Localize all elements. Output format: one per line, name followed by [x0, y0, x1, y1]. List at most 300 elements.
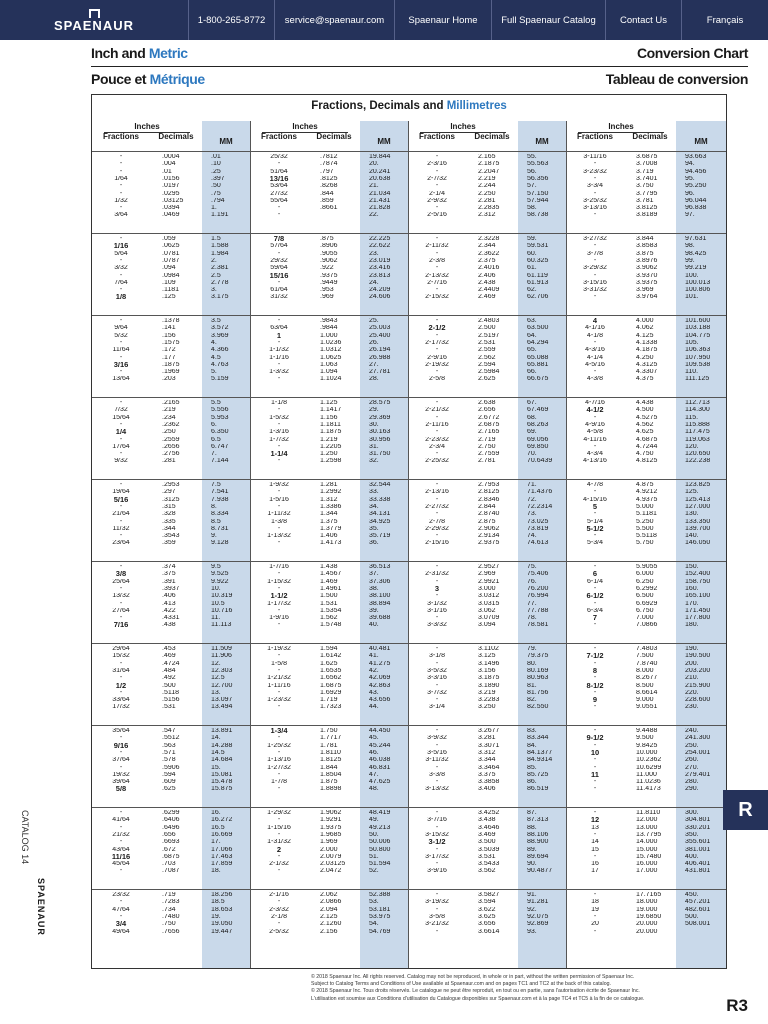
row-block — [250, 725, 308, 793]
table-cell: 1.281 — [320, 482, 338, 488]
table-cell: 2.6875 — [478, 421, 500, 428]
row-block — [566, 479, 624, 547]
table-cell: 3/32 — [114, 265, 128, 272]
table-cell: 61.119 — [527, 272, 548, 279]
table-cell: 16. — [211, 810, 221, 816]
table-cell: 3.375 — [478, 771, 496, 778]
table-cell: 85.725 — [527, 771, 549, 778]
table-cell: 37.306 — [369, 578, 391, 585]
table-cell: 12.303 — [211, 667, 233, 674]
row-block — [624, 725, 676, 793]
table-cell: 55.563 — [527, 161, 549, 168]
table-cell: - — [435, 578, 439, 585]
table-cell: 23. — [369, 250, 379, 257]
table-cell: 11.509 — [211, 646, 232, 652]
copyright-footer — [311, 974, 703, 1003]
table-cell: 19. — [211, 913, 221, 920]
table-cell: 3.000 — [478, 585, 496, 592]
table-cell: 1.9291 — [320, 817, 342, 824]
table-cell: 90.4877 — [527, 868, 553, 875]
table-cell: 190.500 — [685, 653, 711, 660]
table-cell: 7.938 — [211, 496, 229, 503]
nav-email-link[interactable]: service@spaenaur.com — [274, 0, 394, 40]
table-cell: 8.334 — [211, 511, 229, 518]
table-cell: .9375 — [320, 272, 338, 279]
table-cell: 53.975 — [369, 913, 391, 920]
table-cell: .397 — [211, 175, 225, 182]
table-cell: 3.8189 — [636, 212, 658, 219]
table-cell: .7656 — [162, 928, 180, 935]
row-block — [150, 315, 202, 383]
table-cell: 15.478 — [211, 779, 233, 786]
table-cell: - — [593, 913, 597, 920]
table-cell: 2.500 — [478, 325, 496, 332]
table-cell: - — [119, 421, 123, 428]
table-cell: 13. — [211, 689, 221, 696]
table-cell: 10 — [590, 749, 600, 757]
table-cell: .8661 — [320, 205, 338, 212]
table-cell: 4-3/4 — [587, 451, 603, 458]
table-cell: 2-5/16 — [427, 212, 447, 219]
nav-french-link[interactable]: Français — [681, 0, 768, 40]
table-cell: 49/64 — [112, 928, 130, 935]
table-cell: - — [435, 846, 439, 853]
table-cell: .8906 — [320, 243, 338, 250]
table-cell: 1.3779 — [320, 525, 342, 532]
table-cell: .172 — [162, 347, 176, 354]
table-cell: 1.9062 — [320, 810, 342, 816]
table-cell: 18.000 — [636, 899, 658, 906]
fractions-column — [566, 151, 624, 969]
table-cell: 35. — [369, 525, 379, 532]
table-cell: 63/64 — [270, 325, 288, 332]
table-cell: 3-23/32 — [583, 168, 607, 175]
table-cell: 101.600 — [685, 318, 711, 324]
table-cell: - — [593, 779, 597, 786]
table-cell: 46.831 — [369, 764, 391, 771]
table-cell: 2.7953 — [478, 482, 500, 488]
table-cell: 44. — [369, 704, 379, 711]
table-title-millimetres: Millimetres — [446, 100, 507, 112]
table-cell: 4.6875 — [636, 436, 658, 443]
table-cell: 13.097 — [211, 697, 233, 704]
table-cell: 1.1875 — [320, 429, 342, 436]
table-cell: 31/64 — [112, 667, 130, 674]
table-cell: - — [435, 779, 439, 786]
row-block — [250, 889, 308, 957]
table-cell: 40.481 — [369, 646, 391, 652]
table-cell: - — [277, 161, 281, 168]
table-cell: 13/32 — [112, 593, 130, 600]
table-cell: 2.8740 — [478, 511, 500, 518]
table-cell: 9.500 — [636, 735, 654, 742]
table-cell: 11/64 — [112, 347, 130, 354]
table-cell: .969 — [320, 294, 334, 301]
table-cell: 2-1/8 — [271, 913, 287, 920]
table-cell: 89.694 — [527, 853, 549, 860]
table-cell: 50.006 — [369, 839, 391, 846]
table-cell: 78.581 — [527, 622, 549, 629]
mm-header: MM — [518, 121, 566, 151]
row-block — [360, 561, 408, 629]
table-cell: 52. — [369, 868, 379, 875]
table-cell: 22.225 — [369, 236, 391, 242]
table-cell: 2.4409 — [478, 287, 500, 294]
row-block — [676, 479, 726, 547]
table-cell: 3.8976 — [636, 257, 658, 264]
table-cell: 7. — [211, 451, 217, 458]
table-cell: .01 — [211, 154, 221, 160]
table-cell: 2.778 — [211, 279, 229, 286]
table-cell: 5/64 — [114, 250, 128, 257]
table-cell: 35.719 — [369, 533, 391, 540]
table-cell: 47. — [369, 771, 379, 778]
table-cell: - — [435, 564, 439, 570]
table-cell: 88. — [527, 824, 537, 831]
table-cell: 3-9/32 — [427, 735, 447, 742]
table-cell: - — [277, 503, 281, 510]
table-cell: - — [277, 212, 281, 219]
table-cell: - — [435, 824, 439, 831]
table-cell: 2.219 — [478, 175, 496, 182]
table-cell: - — [435, 646, 439, 652]
table-cell: .953 — [320, 287, 334, 294]
table-cell: 1-3/4 — [270, 728, 288, 735]
table-cell: 2.381 — [211, 265, 229, 272]
table-cell: 69.056 — [527, 436, 549, 443]
table-cell: 8 — [592, 667, 598, 675]
table-cell: 280. — [685, 779, 699, 786]
table-cell: 1.156 — [320, 414, 338, 421]
table-cell: 7.500 — [636, 653, 654, 660]
table-cell: - — [435, 861, 439, 868]
table-cell: 2.2047 — [478, 168, 500, 175]
table-cell: - — [593, 443, 597, 450]
row-block — [202, 315, 250, 383]
table-cell: - — [593, 786, 597, 793]
table-cell: 5/32 — [114, 332, 128, 339]
table-cell: 3.3071 — [478, 742, 500, 749]
table-cell: 4-1/8 — [587, 332, 603, 339]
table-cell: - — [435, 533, 439, 540]
table-cell: 1.781 — [320, 742, 338, 749]
table-cell: 2.6772 — [478, 414, 500, 421]
table-cell: 27/32 — [270, 190, 288, 197]
spaenaur-logo[interactable] — [0, 0, 188, 40]
title-pouce-et: Pouce et — [91, 71, 147, 87]
table-cell: 3-7/16 — [427, 817, 447, 824]
row-block — [92, 643, 150, 711]
table-cell: 11.8110 — [636, 810, 661, 816]
table-cell: - — [277, 540, 281, 547]
table-cell: 4-3/16 — [585, 347, 605, 354]
row-block — [676, 397, 726, 465]
table-cell: 69.850 — [527, 443, 549, 450]
table-cell: - — [277, 585, 281, 592]
table-cell: 5.9055 — [636, 564, 658, 570]
table-cell: 6. — [211, 421, 217, 428]
table-cell: 300. — [685, 810, 699, 816]
table-title — [92, 100, 726, 112]
row-block — [408, 561, 466, 629]
table-cell: - — [277, 250, 281, 257]
row-block — [624, 479, 676, 547]
table-cell: 20. — [369, 161, 379, 168]
table-cell: - — [277, 489, 281, 496]
row-block — [150, 561, 202, 629]
row-block — [92, 807, 150, 875]
title-divider — [91, 66, 748, 67]
table-cell: 1.4567 — [320, 571, 342, 578]
table-cell: 86. — [527, 779, 537, 786]
table-cell: 3-3/32 — [427, 622, 447, 629]
row-block — [150, 233, 202, 301]
table-cell: 92.869 — [527, 921, 549, 928]
table-cell: 43.656 — [369, 697, 391, 704]
table-cell: 104.775 — [685, 332, 711, 339]
table-cell: 67.469 — [527, 407, 549, 414]
table-cell: - — [435, 728, 439, 734]
row-block — [466, 561, 518, 629]
row-block — [676, 889, 726, 957]
table-cell: 82. — [527, 697, 537, 704]
table-cell: .594 — [162, 771, 176, 778]
table-cell: 24. — [369, 279, 379, 286]
table-cell: 100.806 — [685, 287, 711, 294]
row-block — [92, 233, 150, 301]
table-cell: 17.066 — [211, 846, 233, 853]
copyright-line: © 2018 Spaenaur Inc. All rights reserved. Catalog may not be reproduced, in whole or in part, without the written permission of Spaenaur Inc. — [311, 974, 635, 980]
table-cell: 2.4803 — [478, 318, 500, 324]
table-cell: 482.601 — [685, 906, 711, 913]
table-cell: 4.625 — [636, 429, 654, 436]
table-cell: 381.001 — [685, 846, 711, 853]
table-cell: 1.625 — [320, 660, 338, 667]
row-block — [408, 315, 466, 383]
table-cell: 36. — [369, 540, 379, 547]
table-cell: 87. — [527, 810, 537, 816]
table-cell: 3-27/32 — [583, 236, 607, 242]
table-cell: 98. — [685, 243, 695, 250]
table-cell: 64.294 — [527, 339, 549, 346]
table-cell: 41/64 — [112, 817, 130, 824]
row-block — [566, 561, 624, 629]
copyright-line: © 2018 Spaenaur Inc. Tous droits réservés. Le catalogue ne peut être reproduit, en tout ou en partie, sans l'autorisation écrite de Spaenaur Inc. — [311, 988, 640, 995]
table-cell: 8.500 — [636, 682, 654, 689]
row-block — [202, 397, 250, 465]
table-cell: 2-9/16 — [427, 354, 447, 361]
row-block — [676, 233, 726, 301]
table-cell: 21. — [369, 183, 379, 190]
table-cell: 1.2598 — [320, 458, 342, 465]
table-cell: 15.7480 — [636, 853, 662, 860]
table-cell: 21.034 — [369, 190, 391, 197]
table-cell: .0787 — [162, 257, 180, 264]
table-cell: 2.2835 — [478, 205, 500, 212]
table-cell: 45. — [369, 735, 379, 742]
table-cell: 1-23/32 — [267, 697, 291, 704]
nav-catalog-link[interactable]: Full Spaenaur Catalog — [491, 0, 605, 40]
table-cell: 2.094 — [320, 906, 338, 913]
fractions-column — [250, 151, 308, 969]
table-cell: 2-5/32 — [269, 928, 289, 935]
table-cell: 99. — [685, 257, 695, 264]
table-cell: 1.2205 — [320, 443, 342, 450]
logo-text: SPAENAUR — [54, 17, 134, 33]
table-cell: 2-3/8 — [429, 257, 445, 264]
decimals-header: Decimals — [316, 132, 352, 141]
table-cell: 4.250 — [636, 354, 654, 361]
row-block — [518, 561, 566, 629]
table-cell: - — [435, 154, 439, 160]
row-block — [150, 889, 202, 957]
table-cell: 56.356 — [527, 175, 549, 182]
table-cell: 3.2677 — [478, 728, 500, 734]
table-cell: 6.000 — [636, 571, 654, 578]
table-cell: 8.6614 — [636, 689, 658, 696]
table-cell: 3.5039 — [478, 846, 500, 853]
table-cell: - — [119, 190, 123, 197]
table-cell: 150. — [685, 564, 699, 570]
table-cell: 270. — [685, 764, 699, 771]
table-cell: 3.5 — [211, 318, 221, 324]
table-cell: 29/64 — [112, 646, 130, 652]
table-cell: 110. — [685, 369, 699, 376]
table-cell: 73.025 — [527, 518, 549, 525]
table-cell: .75 — [211, 190, 221, 197]
table-cell: 57/64 — [270, 243, 288, 250]
row-block — [308, 479, 360, 547]
table-cell: .0781 — [162, 250, 180, 257]
table-cell: 230. — [685, 704, 699, 711]
table-cell: 2-7/16 — [427, 279, 447, 286]
table-cell: 1.588 — [211, 243, 229, 250]
table-cell: - — [435, 682, 439, 689]
table-cell: 2-5/8 — [429, 376, 445, 383]
table-cell: 50.800 — [369, 846, 391, 853]
table-cell: .2165 — [162, 400, 180, 406]
table-cell: 6.350 — [211, 429, 229, 436]
table-cell: 9/64 — [114, 325, 128, 332]
table-cell: 13.891 — [211, 728, 233, 734]
table-cell: 7/32 — [114, 407, 128, 414]
row-block — [466, 397, 518, 465]
table-cell: 3.9764 — [636, 294, 658, 301]
table-cell: .8125 — [320, 175, 338, 182]
table-cell: 2.7165 — [478, 429, 500, 436]
table-cell: 2.125 — [320, 913, 338, 920]
table-cell: 4-13/16 — [583, 458, 607, 465]
table-cell: 3.572 — [211, 325, 229, 332]
table-cell: - — [119, 436, 123, 443]
fractions-header: Fractions — [102, 132, 139, 141]
table-cell: 1.7717 — [320, 735, 342, 742]
row-block — [466, 807, 518, 875]
table-cell: 9.0551 — [636, 704, 658, 711]
table-cell: 80. — [527, 660, 537, 667]
table-cell: 1.8898 — [320, 786, 342, 793]
table-cell: .453 — [162, 646, 176, 652]
table-cell: .125 — [162, 294, 176, 301]
row-block — [360, 643, 408, 711]
table-cell: .177 — [162, 354, 176, 361]
table-cell: .6693 — [162, 839, 180, 846]
table-cell: 24.209 — [369, 287, 391, 294]
table-cell: - — [593, 533, 597, 540]
row-block — [150, 807, 202, 875]
table-cell: 3-5/16 — [427, 749, 447, 756]
table-cell: 10.716 — [211, 607, 233, 614]
table-cell: 1/4 — [115, 429, 127, 436]
section-tab-r[interactable]: R — [723, 790, 768, 830]
table-cell: 2.5197 — [478, 332, 500, 339]
table-cell: 4-5/8 — [587, 429, 603, 436]
table-cell: 9.000 — [636, 697, 654, 704]
table-cell: 1.1024 — [320, 376, 342, 383]
table-cell: 20.000 — [636, 921, 658, 928]
table-cell: 1.6562 — [320, 675, 342, 682]
table-cell: 123.825 — [685, 482, 711, 488]
table-cell: 15/32 — [112, 653, 130, 660]
table-cell: 88.900 — [527, 839, 549, 846]
table-cell: .335 — [162, 518, 176, 525]
row-block — [360, 889, 408, 957]
nav-contact-link[interactable]: Contact Us — [605, 0, 681, 40]
row-block — [566, 725, 624, 793]
table-cell: 6-3/4 — [587, 607, 603, 614]
column-group-header — [566, 121, 726, 151]
row-block — [624, 151, 676, 219]
table-cell: 19.844 — [369, 154, 391, 160]
table-cell: 3 — [434, 585, 440, 593]
table-cell: 3-3/8 — [429, 771, 445, 778]
table-cell: 3.5433 — [478, 861, 500, 868]
table-cell: 16.000 — [636, 861, 658, 868]
table-cell: 6.2992 — [636, 585, 658, 592]
table-cell: 5.000 — [636, 503, 654, 510]
nav-phone-link[interactable]: 1-800-265-8772 — [188, 0, 274, 40]
table-cell: .7480 — [162, 913, 180, 920]
table-cell: 31/32 — [270, 294, 288, 301]
table-cell: 31. — [369, 443, 379, 450]
table-cell: - — [593, 257, 597, 264]
column-group-header — [408, 121, 566, 151]
table-cell: 8.5 — [211, 518, 221, 525]
table-cell: - — [119, 369, 123, 376]
table-cell: 61.913 — [527, 279, 549, 286]
table-cell: 3. — [211, 287, 217, 294]
table-cell: 40. — [369, 622, 379, 629]
table-cell: 87.313 — [527, 817, 549, 824]
table-cell: 19 — [591, 906, 599, 913]
table-cell: 1.8110 — [320, 749, 341, 756]
table-cell: 1/64 — [114, 175, 128, 182]
table-cell: 1.719 — [320, 697, 338, 704]
table-cell: - — [277, 921, 281, 928]
table-cell: 4 — [592, 318, 598, 325]
table-cell: .0156 — [162, 175, 180, 182]
row-block — [676, 151, 726, 219]
table-cell: 3-1/4 — [429, 704, 445, 711]
table-cell: 3/16 — [113, 361, 129, 369]
row-block — [466, 889, 518, 957]
table-cell: 17/64 — [112, 443, 130, 450]
decimals-column — [308, 151, 360, 969]
table-cell: 12.700 — [211, 682, 233, 689]
table-cell: 170. — [685, 600, 699, 607]
table-cell: 27.781 — [369, 369, 391, 376]
nav-home-link[interactable]: Spaenaur Home — [394, 0, 491, 40]
